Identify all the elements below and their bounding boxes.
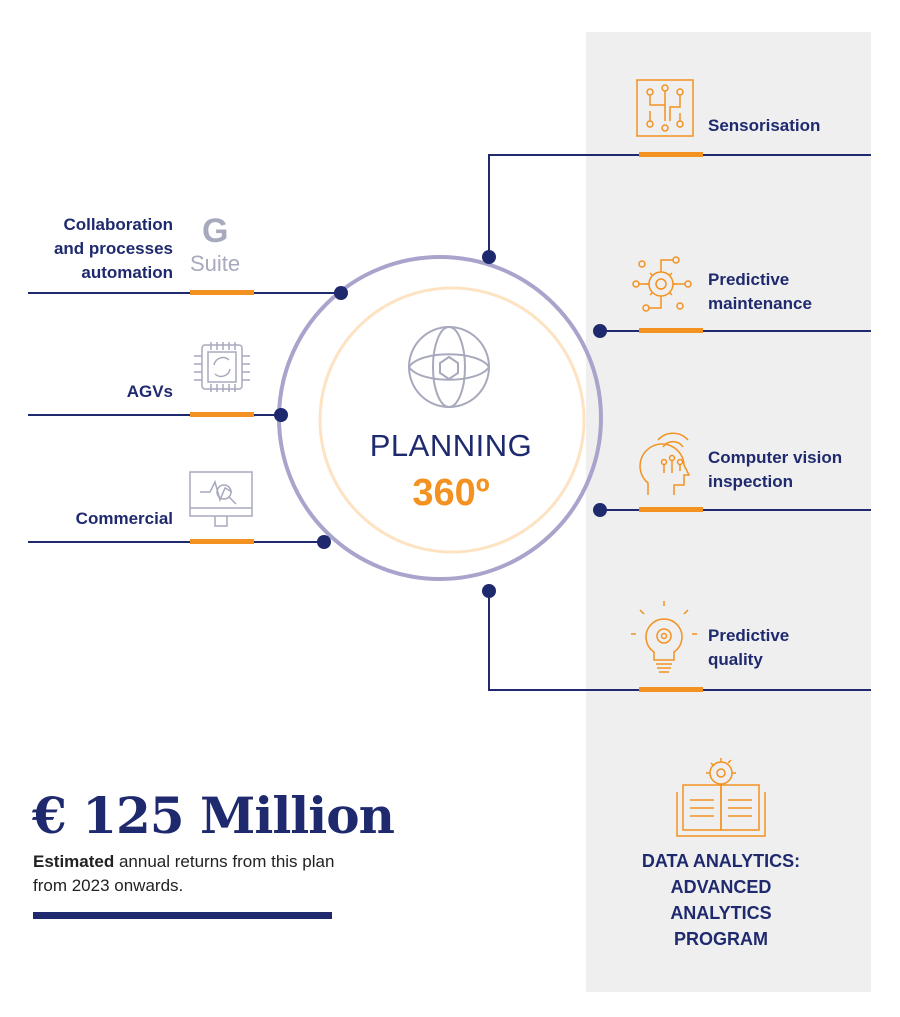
left-connectors <box>28 293 341 542</box>
gsuite-logo-icon: G <box>202 212 229 250</box>
returns-description: Estimated annual returns from this plan from 2023 onwards. <box>33 852 335 895</box>
gear-network-icon <box>633 257 691 311</box>
globe-cycle-icon <box>409 327 489 407</box>
lightbulb-gear-icon <box>631 601 697 672</box>
label-predictive-quality: Predictive quality <box>708 626 790 669</box>
dot-sensorisation <box>482 250 496 264</box>
right-connectors <box>489 155 871 690</box>
dot-commercial <box>317 535 331 549</box>
monitor-analytics-icon <box>190 472 252 526</box>
orange-accent-bars <box>190 152 703 692</box>
returns-amount: € 125 Million <box>32 786 394 845</box>
dot-computer-vision <box>593 503 607 517</box>
label-computer-vision: Computer vision inspection <box>708 448 843 491</box>
dot-collaboration <box>334 286 348 300</box>
book-gear-icon <box>677 758 765 836</box>
label-sensorisation: Sensorisation <box>708 116 821 135</box>
dot-agvs <box>274 408 288 422</box>
center-number: 360º <box>412 472 490 514</box>
returns-underline-bar <box>33 912 332 919</box>
dot-predictive-quality <box>482 584 496 598</box>
outer-ring <box>279 257 601 579</box>
label-commercial: Commercial <box>75 509 173 528</box>
circuit-board-icon <box>637 80 693 136</box>
center-title: PLANNING <box>369 428 533 463</box>
label-agvs: AGVs <box>126 382 173 401</box>
analytics-program-label: DATA ANALYTICS: ADVANCED ANALYTICS PROGRAM <box>641 851 801 949</box>
label-collaboration: Collaboration and processes automation <box>53 215 173 282</box>
label-predictive-maintenance: Predictive maintenance <box>708 270 812 313</box>
chip-refresh-icon <box>194 342 250 392</box>
connection-dots <box>274 250 607 598</box>
gsuite-logo-text: Suite <box>190 251 241 276</box>
head-circuit-icon <box>640 433 689 495</box>
dot-predictive-maintenance <box>593 324 607 338</box>
